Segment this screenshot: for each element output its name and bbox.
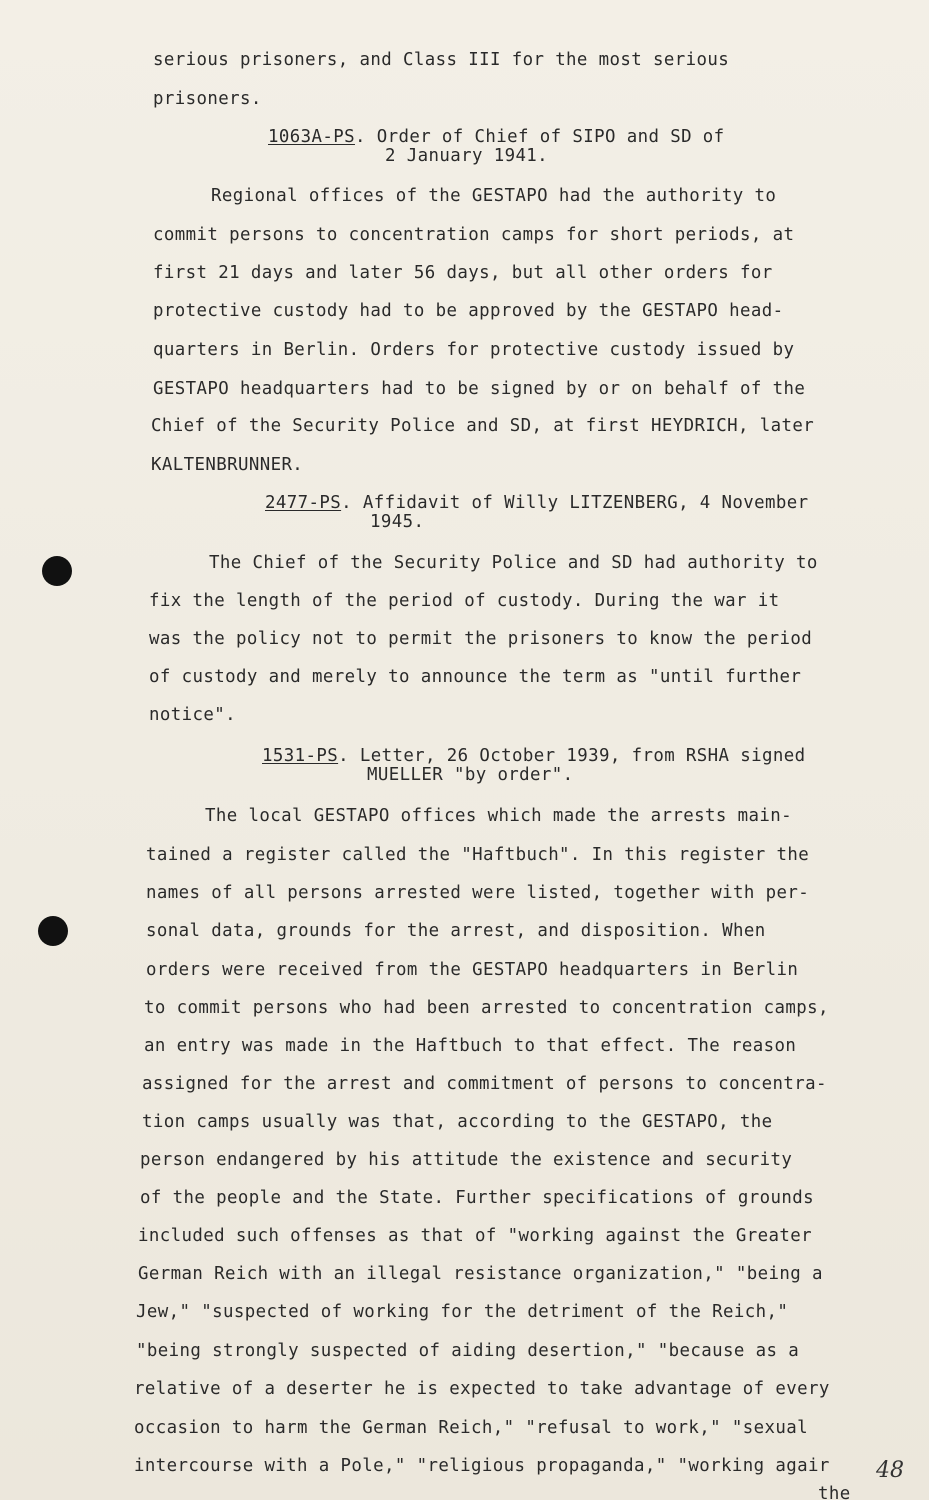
text-line: German Reich with an illegal resistance organization," "being a: [138, 1264, 823, 1284]
text-line: relative of a deserter he is expected to take advantage of every: [134, 1379, 830, 1399]
text-line: names of all persons arrested were listed, together with per-: [146, 883, 810, 903]
text-line: was the policy not to permit the prisoners to know the period: [149, 629, 813, 649]
text-line: orders were received from the GESTAPO headquarters in Berlin: [146, 960, 799, 980]
text-line: an entry was made in the Haftbuch to that effect. The reason: [144, 1036, 797, 1056]
text-line: tained a register called the "Haftbuch". In this register the: [146, 845, 810, 865]
citation-ref: 1531-PS: [262, 746, 339, 766]
text-line: tion camps usually was that, according to the GESTAPO, the: [142, 1112, 773, 1132]
text-line: sonal data, grounds for the arrest, and disposition. When: [146, 921, 766, 941]
citation-continuation: 1945.: [370, 512, 425, 532]
text-line: first 21 days and later 56 days, but all other orders for: [153, 263, 773, 283]
text-line: to commit persons who had been arrested to concentration camps,: [144, 998, 829, 1018]
citation-continuation: 2 January 1941.: [385, 146, 549, 166]
text-line: Jew," "suspected of working for the detriment of the Reich,": [136, 1302, 789, 1322]
citation-ref: 2477-PS: [265, 493, 342, 513]
citation: [268, 128, 725, 147]
text-line: of custody and merely to announce the term as "until further: [149, 667, 802, 687]
text-line: prisoners.: [153, 89, 262, 109]
text-line: The Chief of the Security Police and SD had authority to: [209, 553, 818, 573]
text-line: quarters in Berlin. Orders for protective custody issued by: [153, 340, 795, 360]
citation-text: . Letter, 26 October 1939, from RSHA signed: [338, 746, 806, 766]
text-line: fix the length of the period of custody. During the war it: [149, 591, 780, 611]
text-line: person endangered by his attitude the existence and security: [140, 1150, 793, 1170]
text-line: commit persons to concentration camps for short periods, at: [153, 225, 795, 245]
citation-continuation: MUELLER "by order".: [367, 765, 574, 785]
text-line: The local GESTAPO offices which made the arrests main-: [205, 806, 792, 826]
citation: [265, 494, 809, 513]
text-line: intercourse with a Pole," "religious propaganda," "working agair: [134, 1456, 830, 1476]
text-line: KALTENBRUNNER.: [151, 455, 304, 475]
citation: [262, 747, 806, 766]
citation-text: . Affidavit of Willy LITZENBERG, 4 November: [341, 493, 809, 513]
text-line: protective custody had to be approved by the GESTAPO head-: [153, 301, 784, 321]
text-line: occasion to harm the German Reich," "refusal to work," "sexual: [134, 1418, 808, 1438]
punch-hole-top: [42, 556, 72, 586]
citation-text: . Order of Chief of SIPO and SD of: [354, 127, 725, 147]
text-line: notice".: [149, 705, 236, 725]
handwritten-page-note: 48: [876, 1458, 904, 1483]
text-line: GESTAPO headquarters had to be signed by or on behalf of the: [153, 379, 806, 399]
text-line: included such offenses as that of "working against the Greater: [138, 1226, 812, 1246]
text-line: assigned for the arrest and commitment of persons to concentra-: [142, 1074, 827, 1094]
text-line: of the people and the State. Further specifications of grounds: [140, 1188, 814, 1208]
footer-fragment: the: [818, 1484, 851, 1500]
punch-hole-bottom: [38, 916, 68, 946]
text-line: "being strongly suspected of aiding desertion," "because as a: [136, 1341, 800, 1361]
text-line: Chief of the Security Police and SD, at first HEYDRICH, later: [151, 416, 815, 436]
text-line: Regional offices of the GESTAPO had the authority to: [211, 186, 777, 206]
text-line: serious prisoners, and Class III for the most serious: [153, 50, 730, 70]
citation-ref: 1063A-PS: [268, 127, 355, 147]
